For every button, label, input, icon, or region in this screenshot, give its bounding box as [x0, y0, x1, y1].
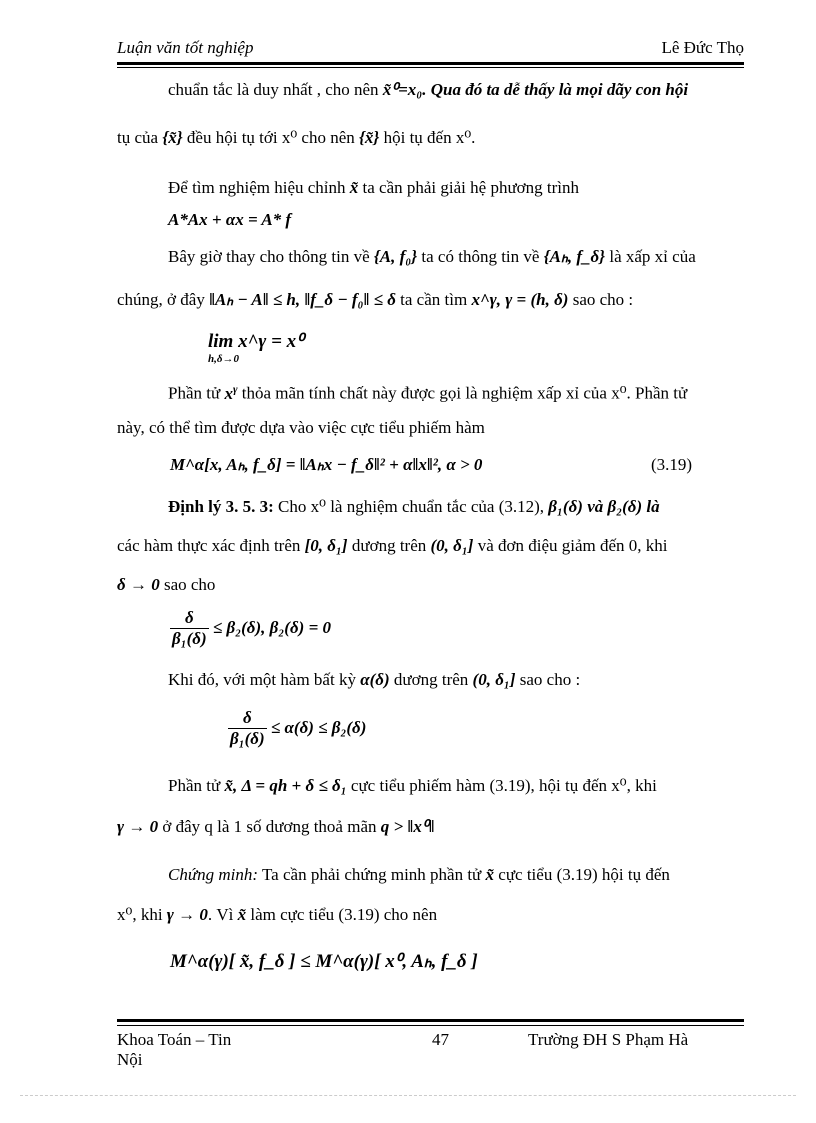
page-number: 47: [432, 1030, 449, 1049]
text-line-4: Bây giờ thay cho thông tin về {A, f₀} ta có thông tin về {Aₕ, f_δ} là xấp xỉ của: [168, 247, 696, 266]
fraction-inequality-1: $\frac{\delta}{\text{β₁(δ)}}$ ≤ β₂(δ), β₂(δ) = 0: [172, 608, 332, 649]
theorem-line-1: Định lý 3. 5. 3: Cho x⁰ là nghiệm chuẩn tắc của (3.12), β₁(δ) và β₂(δ) là: [168, 497, 660, 516]
text-line-3: Để tìm nghiệm hiệu chỉnh x̃ ta cần phải giải hệ phương trình: [168, 178, 580, 197]
text-line-8: Khi đó, với một hàm bất kỳ α(δ) dương trên (0, δ₁] sao cho :: [168, 670, 581, 689]
theorem-line-2: các hàm thực xác định trên [0, δ₁] dương trên (0, δ₁] và đơn điệu giảm đến 0, khi: [117, 536, 668, 555]
footer-left: Khoa Toán – Tin Nội: [117, 1030, 232, 1069]
text-line-10: γ → 0 ở đây q là 1 số dương thoả mãn q > ‖x⁰‖: [117, 817, 435, 836]
header-rule: [117, 62, 744, 65]
header-left: Luận văn tốt nghiệp: [117, 38, 254, 57]
proof-line-2: x⁰, khi γ → 0. Vì x̃ làm cực tiểu (3.19) cho nên: [117, 905, 438, 924]
text-line-6: Phần tử $x^\gamma$ thỏa mãn tính chất này được gọi là nghiệm xấp xỉ của x⁰. Phần tử: [168, 383, 688, 403]
equation-2: M^α[x, Aₕ, f_δ] = ‖Aₕx − f_δ‖² + α‖x‖², α > 0: [170, 455, 483, 474]
theorem-line-3: δ → 0 sao cho: [117, 575, 216, 594]
proof-line-1: Chứng minh: Ta cần phải chứng minh phần tử x̃ cực tiểu (3.19) hội tụ đến: [168, 865, 670, 884]
header-right: Lê Đức Thọ: [661, 38, 744, 57]
text-line-2: tụ của {x̃} đều hội tụ tới x⁰ cho nên {x̃} hội tụ đến x⁰.: [117, 128, 476, 147]
footer-right: Trường ĐH S Phạm Hà: [528, 1030, 689, 1049]
footer-rule-thin: [117, 1025, 744, 1026]
header-rule-thin: [117, 67, 744, 68]
equation-2-number: (3.19): [651, 455, 693, 474]
page-edge: [20, 1095, 796, 1096]
fraction-inequality-2: $\frac{\delta}{\text{β₁(δ)}}$ ≤ α(δ) ≤ β₂(δ): [230, 708, 367, 749]
limit-equation: lim x^γ = x⁰ h,δ→0: [208, 331, 304, 365]
text-line-5: chúng, ở đây ‖Aₕ − A‖ ≤ h, ‖f_δ − f₀‖ ≤ δ ta cần tìm x^γ, γ = (h, δ) sao cho :: [117, 290, 634, 309]
footer-rule: [117, 1019, 744, 1022]
text-line-7: này, có thể tìm được dựa vào việc cực tiểu phiếm hàm: [117, 418, 485, 437]
text-line-1: chuẩn tắc là duy nhất , cho nên x̃⁰=x₀. Qua đó ta dễ thấy là mọi dãy con hội: [168, 80, 689, 99]
equation-3: M^α(γ)[ x̃, f_δ ] ≤ M^α(γ)[ x⁰, Aₕ, f_δ ]: [170, 951, 478, 972]
equation-1: A*Ax + αx = A* f: [168, 210, 292, 229]
text-line-9: Phần tử x̃, Δ = qh + δ ≤ δ₁ cực tiểu phiếm hàm (3.19), hội tụ đến x⁰, khi: [168, 776, 657, 795]
